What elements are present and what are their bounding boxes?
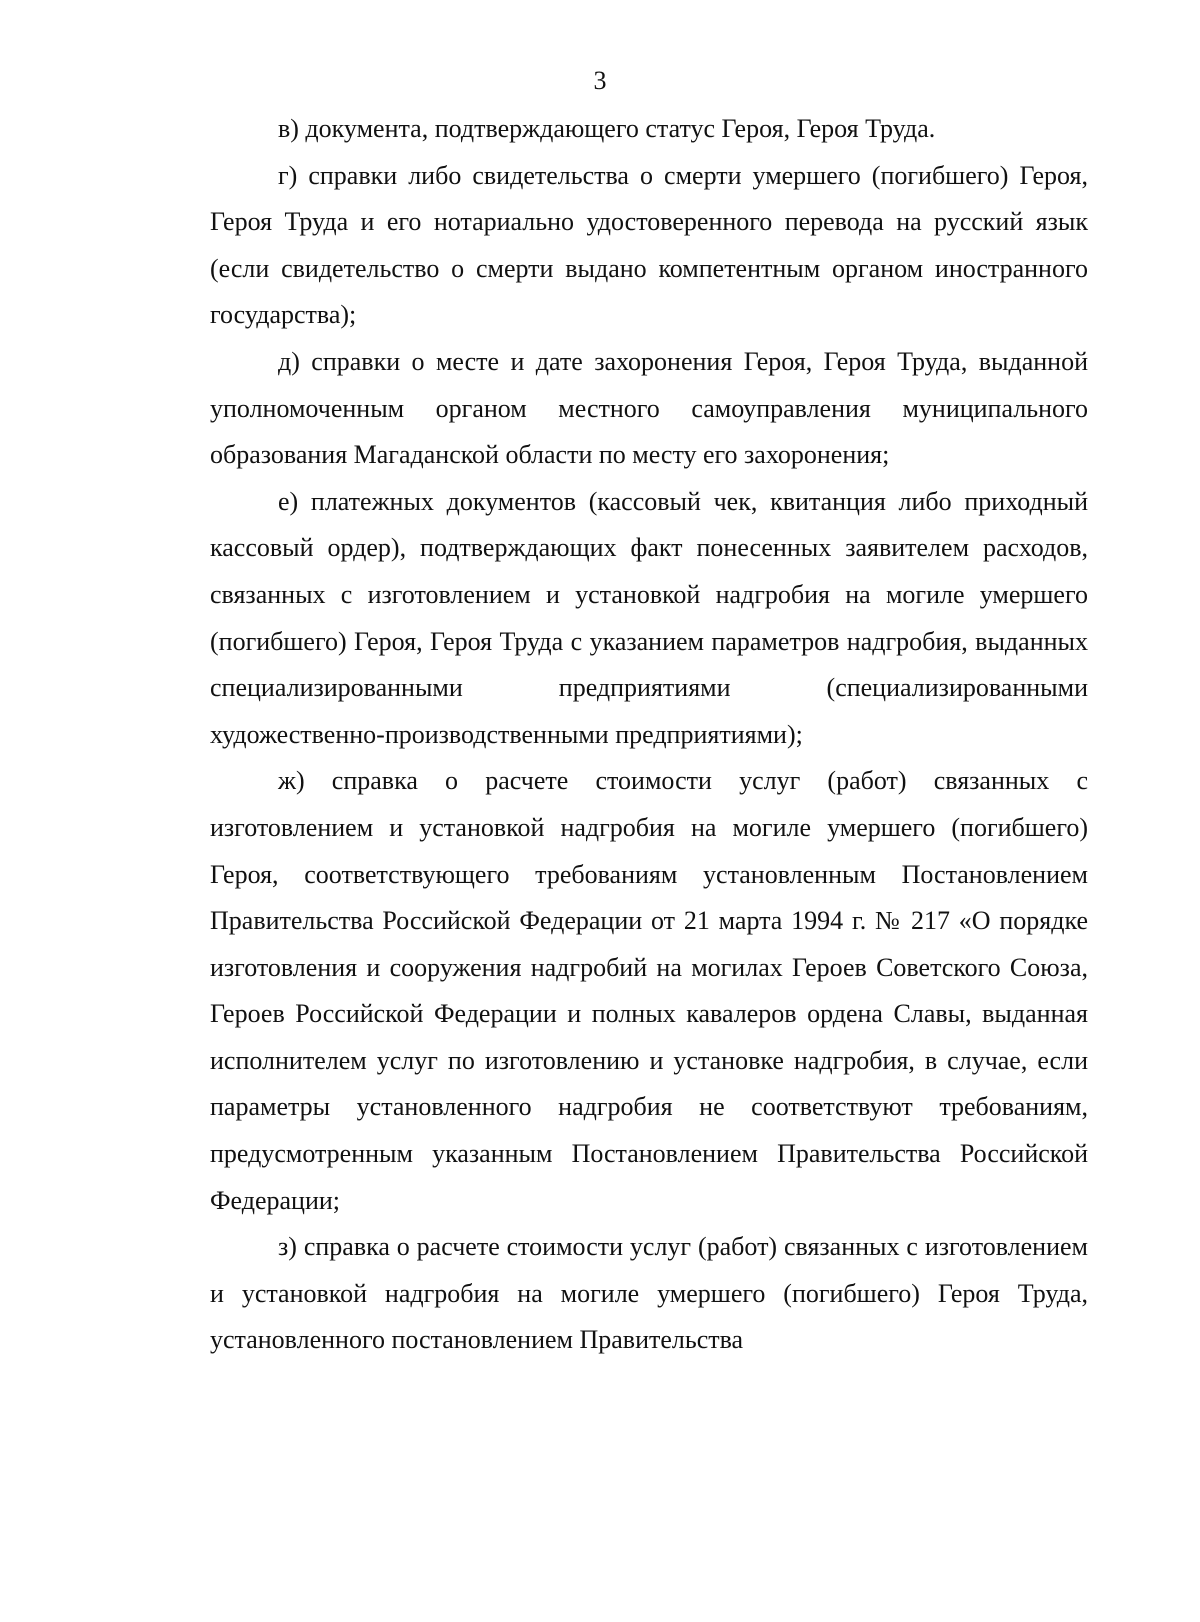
paragraph-e: е) платежных документов (кассовый чек, квитанция либо приходный кассовый ордер), подтверждающих факт понесенных заявителем расходов, связанных с изготовлением и установкой надгробия на могиле умершего (погибшего) Героя, Героя Труда с указанием параметров надгробия, выданных специализированными предприятиями (специализированными художественно-производственными предприятиями); (210, 486, 1088, 749)
paragraph-z: з) справка о расчете стоимости услуг (работ) связанных с изготовлением и установкой надгробия на могиле умершего (погибшего) Героя Труда, установленного постановлением Правительства (210, 1232, 1088, 1355)
document-body (210, 106, 1088, 1364)
page-number: 3 (593, 66, 607, 95)
paragraph-d: д) справки о месте и дате захоронения Героя, Героя Труда, выданной уполномоченным органом местного самоуправления муниципального образования Магаданской области по месту его захоронения; (210, 346, 1088, 470)
paragraph-v: в) документа, подтверждающего статус Героя, Героя Труда. (278, 114, 936, 143)
paragraph-zh: ж) справка о расчете стоимости услуг (работ) связанных с изготовлением и установкой надгробия на могиле умершего (погибшего) Героя, соответствующего требованиям установленным Постановлением Правительства Российской Федерации от 21 марта 1994 г. № 217 «О порядке изготовления и сооружения надгробий на могилах Героев Советского Союза, Героев Российской Федерации и полных кавалеров ордена Славы, выданная исполнителем услуг по изготовлению и установке надгробия, в случае, если параметры установленного надгробия не соответствуют требованиям, предусмотренным указанным Постановлением Правительства Российской Федерации; (210, 766, 1088, 1215)
paragraph-g: г) справки либо свидетельства о смерти умершего (погибшего) Героя, Героя Труда и его нотариально удостоверенного перевода на русский язык (если свидетельство о смерти выдано компетентным органом иностранного государства); (210, 160, 1088, 330)
